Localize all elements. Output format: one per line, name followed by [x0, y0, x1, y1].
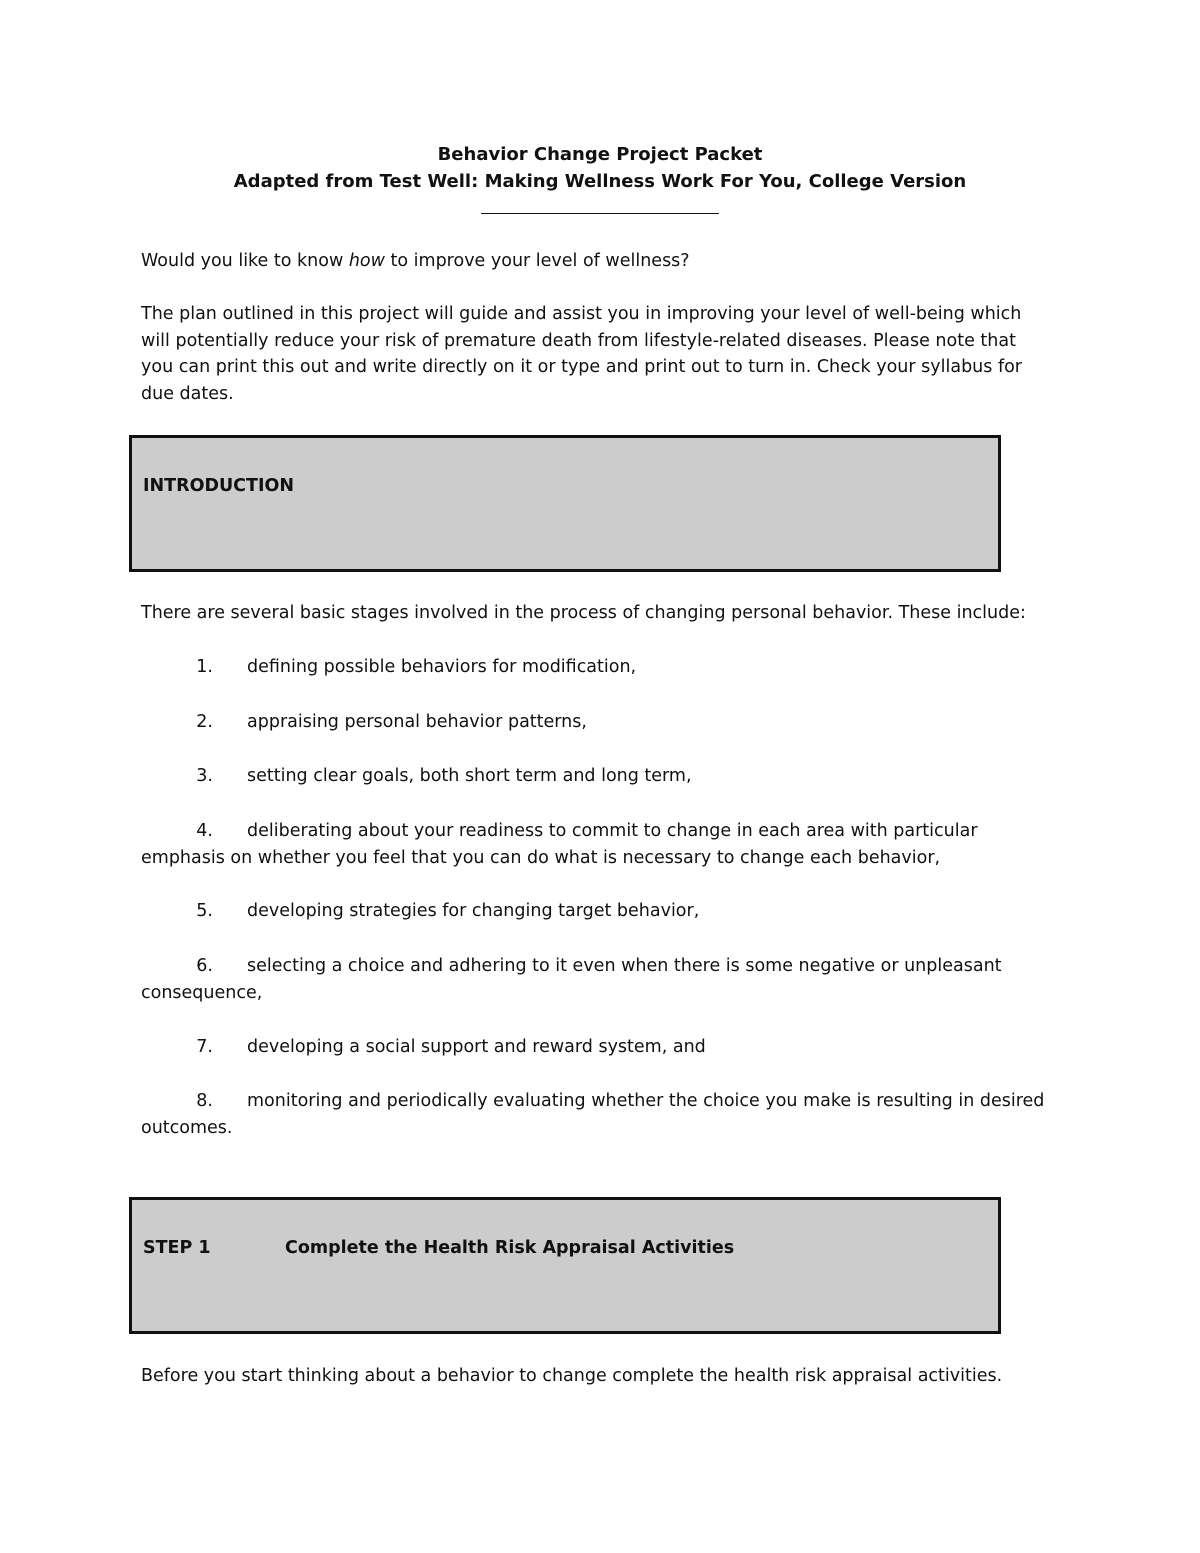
introduction-section-box	[129, 435, 1001, 572]
list-item-text: defining possible behaviors for modification,	[247, 657, 637, 677]
list-item-number: 6.	[196, 956, 213, 976]
list-item	[141, 654, 1051, 681]
step1-label: STEP 1	[143, 1238, 211, 1258]
document-subtitle: Adapted from Test Well: Making Wellness Work For You, College Version	[233, 171, 967, 192]
document-header	[0, 141, 1200, 222]
list-item	[141, 1034, 1051, 1061]
list-item-text: developing a social support and reward system, and	[247, 1037, 706, 1057]
list-item-number: 4.	[196, 821, 213, 841]
intro-question-emphasis: how	[348, 251, 385, 271]
list-item-text: developing strategies for changing target behavior,	[247, 901, 700, 921]
plan-paragraph: The plan outlined in this project will guide and assist you in improving your level of well-being which will potentially reduce your risk of premature death from lifestyle-related diseases. Please note that you can print this out and write directly on it or type and print out to turn in. Check your syllabus for due dates.	[141, 304, 1023, 404]
list-item	[141, 763, 1051, 790]
list-item	[141, 898, 1051, 925]
list-item-number: 5.	[196, 901, 213, 921]
stages-lead-text: There are several basic stages involved in the process of changing personal behavior. These include:	[141, 603, 1026, 623]
list-item-text: selecting a choice and adhering to it even when there is some negative or unpleasant consequence,	[141, 956, 1002, 1003]
intro-question-end: to improve your level of wellness?	[384, 251, 690, 271]
list-item-text: setting clear goals, both short term and long term,	[247, 766, 692, 786]
title-underline-rule	[481, 213, 719, 214]
step1-section-box	[129, 1197, 1001, 1334]
step1-title: Complete the Health Risk Appraisal Activities	[285, 1238, 735, 1258]
list-item-number: 3.	[196, 766, 213, 786]
list-item-number: 7.	[196, 1037, 213, 1057]
step1-paragraph: Before you start thinking about a behavior to change complete the health risk appraisal activities.	[141, 1366, 1003, 1386]
list-item	[141, 953, 1051, 1006]
list-item	[141, 818, 1051, 871]
list-item-number: 2.	[196, 712, 213, 732]
list-item	[141, 1088, 1051, 1141]
list-item-number: 8.	[196, 1091, 213, 1111]
list-item-text: monitoring and periodically evaluating whether the choice you make is resulting in desired outcomes.	[141, 1091, 1045, 1138]
list-item-text: deliberating about your readiness to commit to change in each area with particular emphasis on whether you feel that you can do what is necessary to change each behavior,	[141, 821, 978, 868]
document-title: Behavior Change Project Packet	[437, 144, 763, 165]
intro-question	[141, 248, 1051, 275]
list-item-text: appraising personal behavior patterns,	[247, 712, 587, 732]
intro-question-start: Would you like to know	[141, 251, 349, 271]
list-item	[141, 709, 1051, 736]
introduction-heading: INTRODUCTION	[143, 476, 294, 496]
list-item-number: 1.	[196, 657, 213, 677]
